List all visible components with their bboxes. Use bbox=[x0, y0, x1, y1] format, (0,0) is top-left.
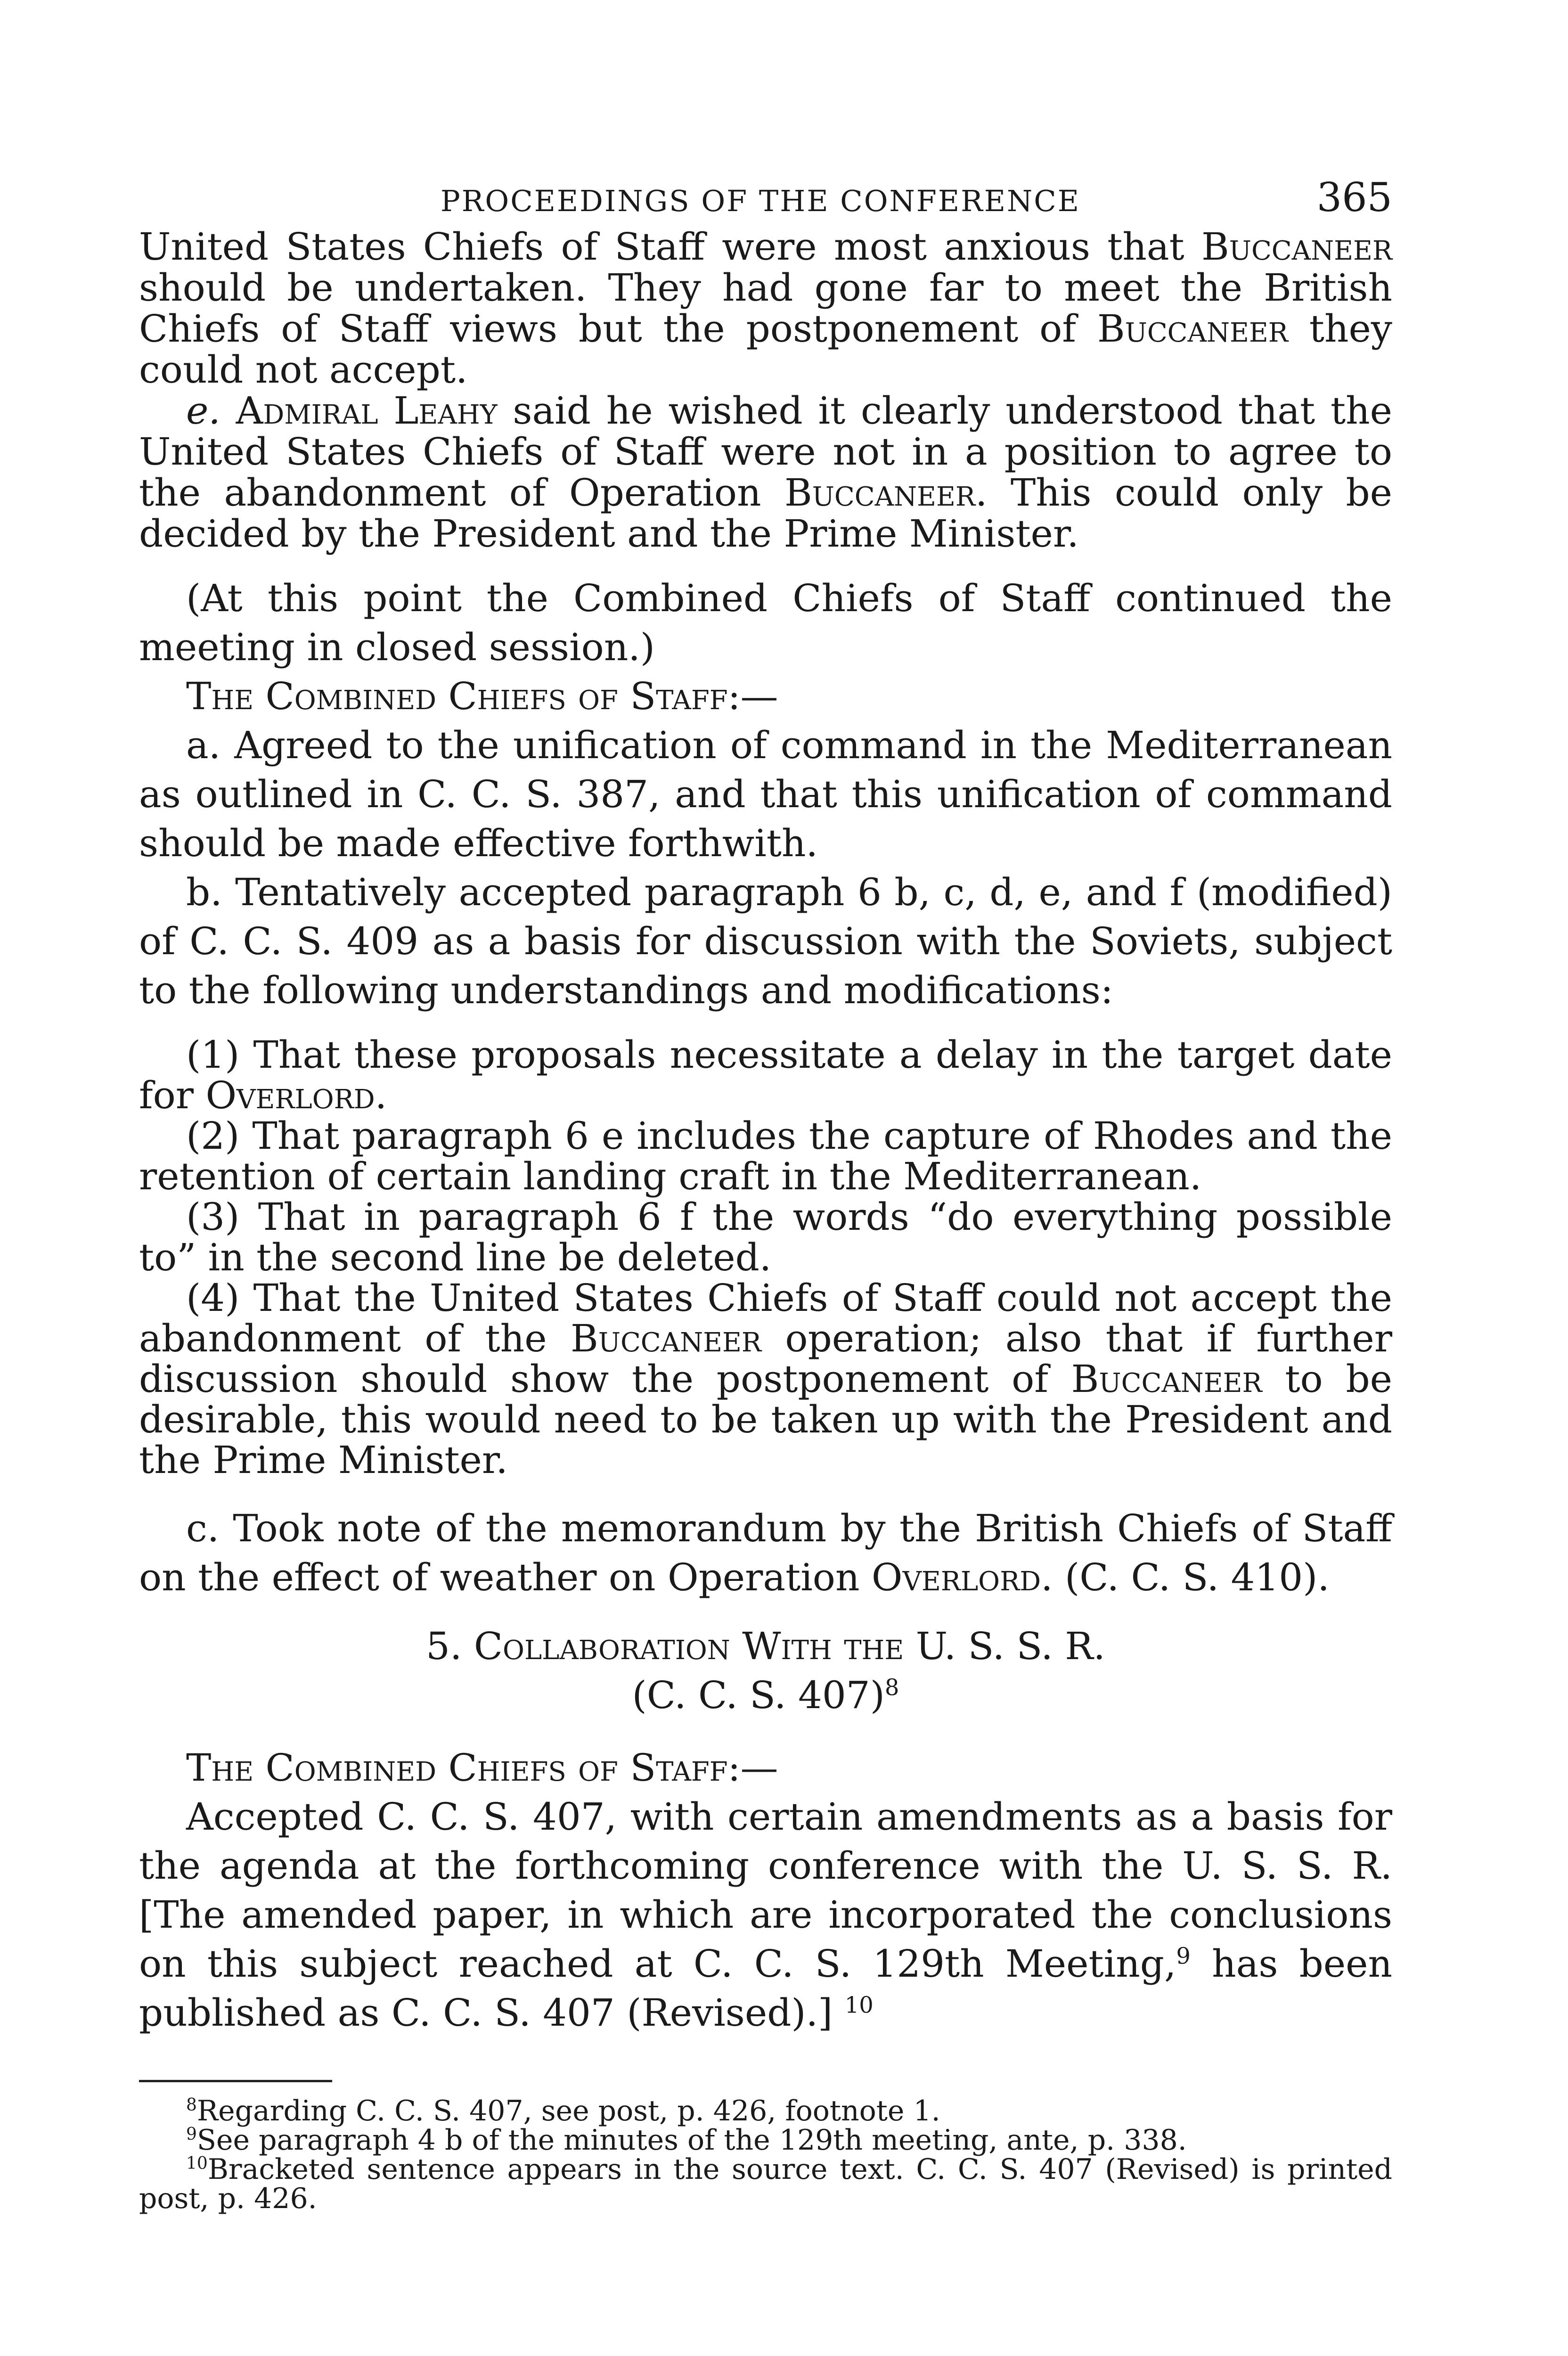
section-reference bbox=[139, 1671, 1392, 1720]
footnote-text: Bracketed sentence appears in the source text. C. C. S. 407 (Revised) is printed post, p. 426. bbox=[139, 2153, 1392, 2215]
footnote-marker: 10 bbox=[844, 1992, 874, 2019]
item-c bbox=[139, 1504, 1392, 1602]
operation-name: Overlord bbox=[871, 1555, 1041, 1599]
section-title-rest: U. S. S. R. bbox=[904, 1624, 1105, 1668]
text-run: . bbox=[375, 1073, 387, 1117]
operation-name: Buccaneer bbox=[570, 1317, 761, 1360]
document-page bbox=[139, 174, 1392, 2213]
footnote-text: Regarding C. C. S. 407, see post, p. 426, footnote 1. bbox=[196, 2094, 940, 2127]
footnote-number: 8 bbox=[186, 2095, 197, 2115]
paragraph-continuation bbox=[139, 226, 1392, 390]
text-run: said he wished it clearly understood that the United States Chiefs of Staff were not in a position to agree to the abandonment of Operation bbox=[139, 389, 1393, 515]
text-run: (1) That these proposals necessitate a delay in the target date for bbox=[139, 1033, 1392, 1117]
text-run: to be desirable, this would need to be taken up with the President and the Prime Minister. bbox=[139, 1357, 1392, 1482]
text-run: should be undertaken. They had gone far to meet the British Chiefs of Staff views but the postponement of bbox=[139, 266, 1392, 351]
spacer bbox=[139, 554, 1392, 574]
footnotes bbox=[139, 2096, 1392, 2213]
footnote bbox=[139, 2126, 1392, 2155]
section-number: 5. bbox=[426, 1624, 474, 1668]
spacer bbox=[139, 1481, 1392, 1504]
text-run: operation; also that if further discussion should show the postponement of bbox=[139, 1317, 1392, 1401]
footnote bbox=[139, 2096, 1392, 2126]
ccs-heading: The Combined Chiefs of Staff:— bbox=[186, 674, 778, 718]
ccs-heading: The Combined Chiefs of Staff:— bbox=[186, 1746, 778, 1790]
text-run: has been published as C. C. S. 407 (Revised).] bbox=[139, 1942, 1393, 2035]
footnote-divider bbox=[139, 2080, 332, 2082]
operation-name: Buccaneer bbox=[1071, 1357, 1262, 1401]
footnote bbox=[139, 2155, 1392, 2213]
section-title: Collaboration With the bbox=[474, 1624, 904, 1668]
collaboration-block bbox=[139, 1743, 1392, 2037]
section-ref: (C. C. S. 407) bbox=[632, 1673, 885, 1717]
body-text bbox=[139, 226, 1392, 2037]
text-run: they could not accept. bbox=[139, 307, 1393, 392]
spacer bbox=[139, 1602, 1392, 1622]
operation-name: Buccaneer bbox=[1097, 307, 1288, 351]
section-heading bbox=[139, 1622, 1392, 1671]
paragraph-e bbox=[139, 390, 1392, 554]
text-run: United States Chiefs of Staff were most anxious that bbox=[139, 225, 1201, 269]
operation-name: Buccaneer bbox=[784, 471, 975, 515]
sub-item-1 bbox=[139, 1035, 1392, 1116]
closed-session-note: (At this point the Combined Chiefs of Staff continued the meeting in closed session.) bbox=[139, 576, 1392, 669]
sub-item-3: (3) That in paragraph 6 f the words “do everything possible to” in the second line be deleted. bbox=[139, 1195, 1392, 1279]
sub-item-2: (2) That paragraph 6 e includes the capture of Rhodes and the retention of certain landing craft in the Mediterranean. bbox=[139, 1114, 1392, 1198]
text-run: . (C. C. S. 410). bbox=[1041, 1555, 1330, 1599]
footnote-number: 9 bbox=[186, 2125, 197, 2144]
footnote-marker: 9 bbox=[1176, 1943, 1191, 1970]
operation-name: Buccaneer bbox=[1201, 225, 1392, 269]
page-number: 365 bbox=[1316, 174, 1392, 221]
text-run: Accepted C. C. S. 407, with certain amendments as a basis for the agenda at the forthcoming conference with the U. S. S. R. [The amended paper, in which are incorporated the conclusions on this subject reached at C. C. S. 129th Meeting, bbox=[139, 1795, 1392, 1986]
closed-session-block bbox=[139, 574, 1392, 1015]
item-letter: e. bbox=[186, 389, 236, 433]
spacer bbox=[139, 1015, 1392, 1035]
speaker-name: Admiral Leahy bbox=[236, 389, 498, 433]
sub-item-4 bbox=[139, 1278, 1392, 1481]
accepted-paragraph bbox=[139, 1792, 1392, 2037]
running-head: PROCEEDINGS OF THE CONFERENCE bbox=[441, 184, 1080, 218]
item-a: a. Agreed to the unification of command in the Mediterranean as outlined in C. C. S. 387, and that this unification of command should be made effective forthwith. bbox=[139, 723, 1392, 865]
spacer bbox=[139, 1720, 1392, 1743]
text-run: c. Took note of the memorandum by the British Chiefs of Staff on the effect of weather on Operation bbox=[139, 1506, 1392, 1599]
text-run: . This could only be decided by the President and the Prime Minister. bbox=[139, 471, 1392, 556]
sub-items-list bbox=[139, 1035, 1392, 1481]
page-header bbox=[139, 174, 1392, 226]
footnote-number: 10 bbox=[186, 2154, 208, 2173]
item-b: b. Tentatively accepted paragraph 6 b, c, d, e, and f (modified) of C. C. S. 409 as a basis for discussion with the Soviets, subject to the following understandings and modifications: bbox=[139, 870, 1392, 1012]
footnote-marker: 8 bbox=[884, 1674, 899, 1701]
text-run: (4) That the United States Chiefs of Staff could not accept the abandonment of the bbox=[139, 1276, 1392, 1360]
footnote-text: See paragraph 4 b of the minutes of the 129th meeting, ante, p. 338. bbox=[196, 2124, 1187, 2157]
operation-name: Overlord bbox=[205, 1073, 375, 1117]
